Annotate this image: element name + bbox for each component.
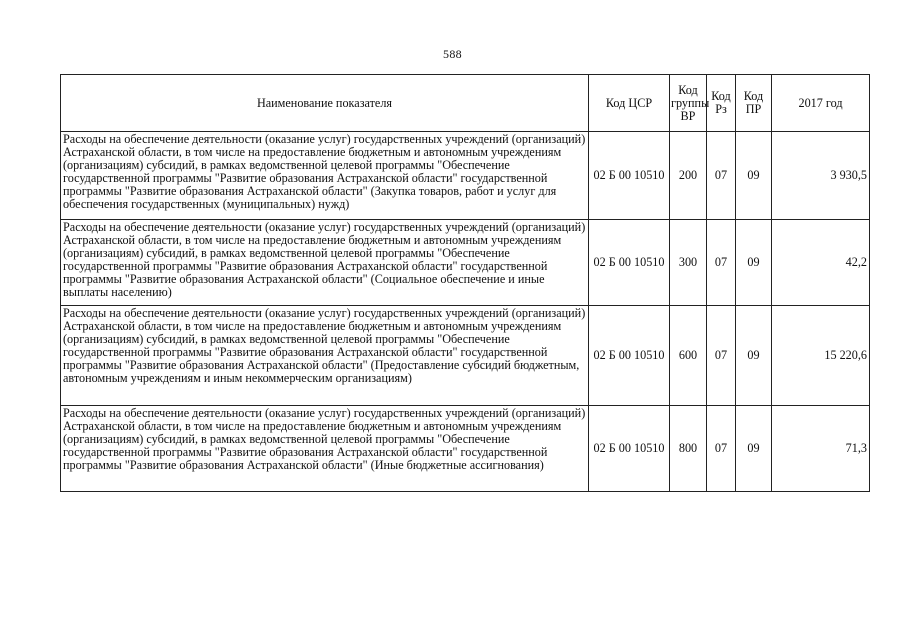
table-row <box>61 306 870 406</box>
table-row <box>61 406 870 492</box>
row-rz: 07 <box>707 132 736 220</box>
row-csr: 02 Б 00 10510 <box>589 306 670 406</box>
row-csr: 02 Б 00 10510 <box>589 220 670 306</box>
header-name: Наименование показателя <box>61 75 589 132</box>
row-name: Расходы на обеспечение деятельности (оказание услуг) государственных учреждений (организаций) Астраханской области, в том числе на предоставление бюджетным и автономным учреждениям (организациям) субсидий, в рамках ведомственной целевой программы "Обеспечение государственной программы "Развитие образования Астраханской области" государственной программы "Развитие образования Астраханской области" (Иные бюджетные ассигнования) <box>61 406 589 492</box>
row-pr: 09 <box>736 220 772 306</box>
table-row <box>61 220 870 306</box>
row-name: Расходы на обеспечение деятельности (оказание услуг) государственных учреждений (организаций) Астраханской области, в том числе на предоставление бюджетным и автономным учреждениям (организациям) субсидий, в рамках ведомственной целевой программы "Обеспечение государственной программы "Развитие образования Астраханской области" государственной программы "Развитие образования Астраханской области" (Предоставление субсидий бюджетным, автономным учреждениям и иным некоммерческим организациям) <box>61 306 589 406</box>
row-name: Расходы на обеспечение деятельности (оказание услуг) государственных учреждений (организаций) Астраханской области, в том числе на предоставление бюджетным и автономным учреждениям (организациям) субсидий, в рамках ведомственной целевой программы "Обеспечение государственной программы "Развитие образования Астраханской области" государственной программы "Развитие образования Астраханской области" (Социальное обеспечение и иные выплаты населению) <box>61 220 589 306</box>
header-year: 2017 год <box>772 75 870 132</box>
row-vr: 800 <box>670 406 707 492</box>
row-vr: 200 <box>670 132 707 220</box>
row-amount: 3 930,5 <box>772 132 870 220</box>
page-number: 588 <box>443 47 462 61</box>
row-amount: 71,3 <box>772 406 870 492</box>
header-csr: Код ЦСР <box>589 75 670 132</box>
header-vr: Код группы ВР <box>670 75 707 132</box>
row-rz: 07 <box>707 220 736 306</box>
header-rz: Код Рз <box>707 75 736 132</box>
row-name: Расходы на обеспечение деятельности (оказание услуг) государственных учреждений (организаций) Астраханской области, в том числе на предоставление бюджетным и автономным учреждениям (организациям) субсидий, в рамках ведомственной целевой программы "Обеспечение государственной программы "Развитие образования Астраханской области" государственной программы "Развитие образования Астраханской области" (Закупка товаров, работ и услуг для обеспечения государственных (муниципальных) нужд) <box>61 132 589 220</box>
row-pr: 09 <box>736 306 772 406</box>
header-pr: Код ПР <box>736 75 772 132</box>
row-rz: 07 <box>707 306 736 406</box>
row-vr: 300 <box>670 220 707 306</box>
row-amount: 15 220,6 <box>772 306 870 406</box>
row-pr: 09 <box>736 132 772 220</box>
row-amount: 42,2 <box>772 220 870 306</box>
table-row <box>61 132 870 220</box>
row-csr: 02 Б 00 10510 <box>589 406 670 492</box>
table-header-row <box>61 75 870 132</box>
row-vr: 600 <box>670 306 707 406</box>
budget-table <box>60 74 870 492</box>
row-csr: 02 Б 00 10510 <box>589 132 670 220</box>
row-rz: 07 <box>707 406 736 492</box>
row-pr: 09 <box>736 406 772 492</box>
